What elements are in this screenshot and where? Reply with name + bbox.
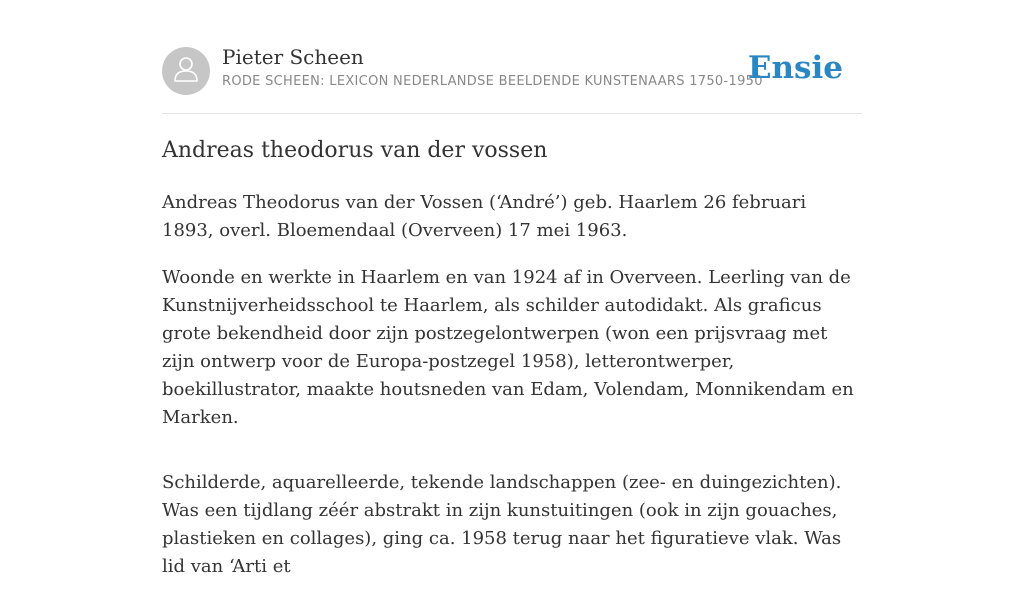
paragraph-gap: [162, 451, 862, 469]
article-container: [162, 0, 862, 577]
article-body: [162, 189, 862, 600]
paragraph-birth: Andreas Theodorus van der Vossen (‘André’) geb. Haarlem 26 februari 1893, overl. Bloemendaal (Overveen) 17 mei 1963.: [162, 192, 807, 241]
ensie-logo[interactable]: Ensie: [747, 50, 843, 86]
author-name[interactable]: Pieter Scheen: [222, 45, 364, 69]
author-header: [162, 0, 862, 114]
user-icon: [172, 54, 200, 88]
avatar[interactable]: [162, 47, 210, 95]
article-title: Andreas theodorus van der vossen: [162, 138, 548, 163]
paragraph-career: Woonde en werkte in Haarlem en van 1924 af in Overveen. Leerling van de Kunstnijverheidsschool te Haarlem, als schilder autodidakt. Als graficus grote bekendheid door zijn postzegelontwerpen (won een prijsvraag met zijn ontwerp voor de Europa-postzegel 1958), letterontwerper, boekillustrator, maakte houtsneden van Edam, Volendam, Monnikendam en Marken.: [162, 267, 854, 428]
author-source[interactable]: RODE SCHEEN: LEXICON NEDERLANDSE BEELDENDE KUNSTENAARS 1750-1950: [222, 74, 763, 89]
paragraph-style: Schilderde, aquarelleerde, tekende landschappen (zee- en duingezichten). Was een tijdlang zéér abstrakt in zijn kunstuitingen (ook in zijn gouaches, plastieken en collages), ging ca. 1958 terug naar het figuratieve vlak. Was lid van ‘Arti et: [162, 472, 842, 577]
